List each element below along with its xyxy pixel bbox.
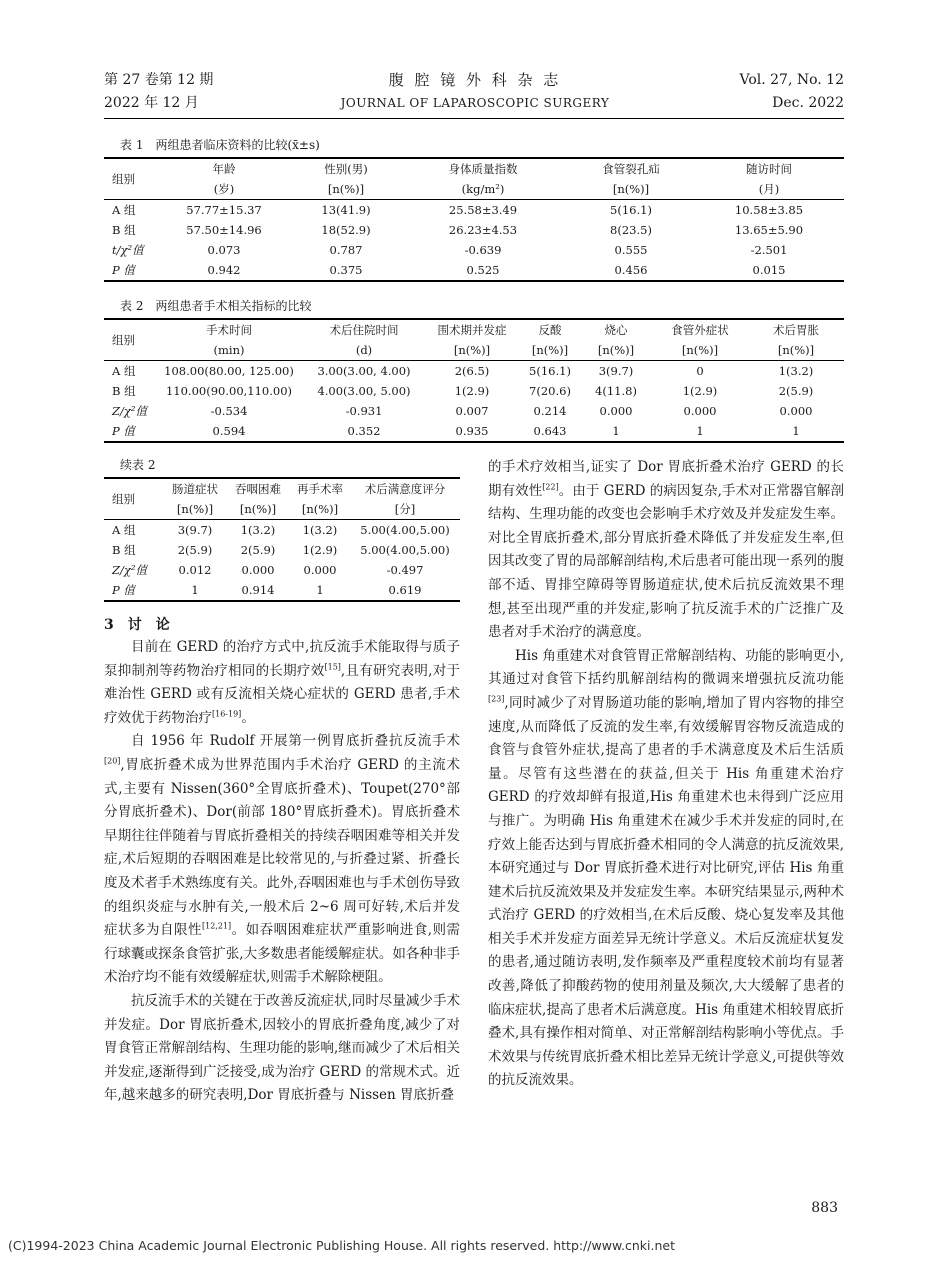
table-cell: 0.935 [424,421,520,442]
copyright-footer: (C)1994-2023 China Academic Journal Electronic Publishing House. All rights reserved. http://www.cnki.net [8,1238,675,1253]
table2-header-op-time: 手术时间 [154,319,304,340]
table1-header-followup: 随访时间 [694,158,844,179]
table-cell: 2(5.9) [240,543,276,557]
text-run: His 角重建术对食管胃正常解剖结构、功能的影响更小,其通过对食管下括约肌解剖结构的微调来增强抗反流功能 [488,647,844,688]
table3-unit: [n(%)] [301,502,339,516]
table1-header-age: 年龄 [154,158,294,179]
table-cell: 1(2.9) [682,384,718,398]
table-row [104,361,844,382]
row-label: Z/χ²值 [112,404,147,418]
table2-header-bloat: 术后胃胀 [748,319,844,340]
paragraph [488,645,844,1093]
table-cell: 13.65±5.90 [734,223,804,237]
text-run: ,胃底折叠术成为世界范围内手术治疗 GERD 的主流术式,主要有 Nissen(360°全胃底折叠术)、Toupet(270°部分胃底折叠术)、Dor(前部 180°胃底折叠术)。胃底折叠术早期往往伴随着与胃底折叠相关的持续吞咽困难等相关并发症,术后短期的吞咽困难是比较常见的,与折叠过紧、折叠长度及术者手术熟练度有关。此外,吞咽困难也与手术创伤导致的组织炎症与水肿有关,一般术后 2~6 周可好转,术后并发症状多为自限性 [104,756,460,939]
table-cell: 0.787 [329,243,363,257]
table-cell: 25.58±3.49 [398,200,568,221]
header-rule [104,118,844,119]
table-cell: 0 [652,361,748,382]
table3-unit: [n(%)] [176,502,214,516]
row-label: A 组 [104,361,154,382]
text-run: 自 1956 年 Rudolf 开展第一例胃底折叠抗反流手术 [131,733,460,750]
table2-unit: [n(%)] [777,343,815,357]
table-cell: 0.214 [533,404,567,418]
table-cell: 108.00(80.00, 125.00) [154,361,304,382]
table1-caption: 表 1 两组患者临床资料的比较(x̄±s) [120,138,320,152]
citation: [12,21] [202,921,232,931]
row-label: Z/χ²值 [112,563,147,577]
paragraph [104,636,460,730]
table-cell: 1 [290,580,350,601]
table-cell: 0.000 [779,404,813,418]
table1-group-header: 组别 [104,158,154,200]
table-cell: 0.000 [303,563,337,577]
table-cell: 0.352 [304,421,424,442]
table-cell: 3(9.7) [164,520,226,541]
paragraph [488,456,844,645]
row-label: t/χ²值 [112,243,144,257]
table-row [104,560,460,580]
page-number: 883 [811,1200,838,1216]
table1-unit-age: (岁) [213,182,235,196]
citation: [23] [488,694,505,704]
table2-unit: [n(%)] [681,343,719,357]
table2-caption: 表 2 两组患者手术相关指标的比较 [120,299,312,313]
table-cell: 110.00(90.00,110.00) [165,384,293,398]
table2-header-acid: 反酸 [520,319,580,340]
row-label: B 组 [112,384,136,398]
table-cell: -0.639 [464,243,502,257]
table-cell: 0.000 [241,563,275,577]
table-row [104,540,460,560]
table2-unit: [n(%)] [453,343,491,357]
table2-header-heartburn: 烧心 [580,319,652,340]
text-run: 。如吞咽困难症状严重影响进食,则需行球囊或探条食管扩张,大多数患者能缓解症状。如各种非手术治疗均不能有效缓解症状,则需手术解除梗阻。 [104,922,460,986]
row-label: A 组 [104,200,154,221]
row-label: B 组 [112,223,136,237]
table-row [104,220,844,240]
table-cell: 2(5.9) [778,384,814,398]
header-vol-no: Vol. 27, No. 12 [739,72,844,88]
table2 [104,318,844,443]
table-cell: 5(16.1) [568,200,694,221]
table-cell: 2(6.5) [424,361,520,382]
table-cell: 1(3.2) [290,520,350,541]
paragraph: 抗反流手术的关键在于改善反流症状,同时尽量减少手术并发症。Dor 胃底折叠术,因较小的胃底折叠角度,减少了对胃食管正常解剖结构、生理功能的影响,继而减少了术后相关并发症,逐渐得到广泛接受,成为治疗 GERD 的常规术式。近年,越来越多的研究表明,Dor 胃底折叠与 Nissen 胃底折叠 [104,992,460,1104]
table-cell: 0.012 [178,563,212,577]
table1 [104,157,844,282]
table2-unit: [n(%)] [597,343,635,357]
table3-header-intestinal: 肠道症状 [164,478,226,499]
table3-header-reoperation: 再手术率 [290,478,350,499]
table-cell: 8(23.5) [610,223,652,237]
left-column [104,614,460,1108]
table3-header-dysphagia: 吞咽困难 [226,478,290,499]
table-cell: 0.007 [455,404,489,418]
table-cell: 26.23±4.53 [448,223,518,237]
table-cell: 3(9.7) [580,361,652,382]
citation: [22] [542,482,559,492]
table1-unit-hernia: [n(%)] [612,182,650,196]
table-cell: -0.497 [386,563,424,577]
table-row [104,520,460,541]
table-cell: 0.073 [207,243,241,257]
table3-caption: 续表 2 [120,458,156,472]
table-cell: 5.00(4.00,5.00) [350,520,460,541]
journal-title-en: JOURNAL OF LAPAROSCOPIC SURGERY [340,96,610,110]
text-run: 。由于 GERD 的病因复杂,手术对正常器官解剖结构、生理功能的改变也会影响手术疗效及并发症发生率。对比全胃底折叠术,部分胃底折叠术降低了并发症发生率,但因其改变了胃的局部解剖结构,术后患者可能出现一系列的腹部不适、胃排空障碍等胃肠道症状,使术后抗反流效果不理想,甚至出现严重的并发症,影响了抗反流手术的广泛推广及患者对手术治疗的满意度。 [488,482,844,641]
table2-header-stay: 术后住院时间 [304,319,424,340]
table-row [104,260,844,281]
table-cell: 1 [748,421,844,442]
table-cell: 0.914 [226,580,290,601]
table-cell: -0.534 [210,404,248,418]
table-row [104,421,844,442]
table-cell: 0.525 [398,260,568,281]
header-month: Dec. 2022 [772,95,844,111]
table-cell: 0.619 [350,580,460,601]
row-label: A 组 [104,520,164,541]
table1-unit-followup: (月) [758,182,780,196]
table-cell: 1 [164,580,226,601]
table-row [104,200,844,221]
table-cell: 4(11.8) [595,384,637,398]
table-cell: 0.594 [154,421,304,442]
table-cell: 1(3.2) [226,520,290,541]
header-volume: 第 27 卷第 12 期 [104,72,214,88]
table3-header-satisfaction: 术后满意度评分 [350,478,460,499]
table1-header-sex: 性别(男) [294,158,398,179]
table-cell: -2.501 [750,243,788,257]
table-cell: 13(41.9) [294,200,398,221]
text-run: 。 [241,709,255,726]
table-cell: 1 [580,421,652,442]
table-cell: 57.50±14.96 [186,223,262,237]
text-run: ,且有研究表明,对于难治性 GERD 或有反流相关烧心症状的 GERD 患者,手术疗效优于药物治疗 [104,662,461,726]
table-cell: 5(16.1) [520,361,580,382]
table1-header-bmi: 身体质量指数 [398,158,568,179]
table-row [104,381,844,401]
table-cell: 0.643 [520,421,580,442]
table3-group-header: 组别 [104,478,164,520]
table-cell: 1 [652,421,748,442]
table2-unit: (min) [213,343,245,357]
table-row [104,580,460,601]
header-date: 2022 年 12 月 [104,95,199,111]
table-cell: 0.555 [614,243,648,257]
table-cell: 10.58±3.85 [694,200,844,221]
table-cell: 0.015 [694,260,844,281]
table-row [104,401,844,421]
text-run: 的手术疗效相当,证实了 Dor 胃底折叠术治疗 GERD 的长期有效性 [488,459,844,499]
table-cell: 18(52.9) [321,223,371,237]
table-cell: -0.931 [345,404,383,418]
section-title: 3 讨 论 [104,617,170,633]
text-run: 目前在 GERD 的治疗方式中,抗反流手术能取得与质子泵抑制剂等药物治疗相同的长期疗效 [104,639,460,679]
row-label: P 值 [104,260,154,281]
table3-unit: [n(%)] [239,502,277,516]
paragraph [104,730,460,990]
table-row [104,240,844,260]
row-label: B 组 [112,543,136,557]
table-cell: 57.77±15.37 [154,200,294,221]
table2-unit: (d) [355,343,373,357]
table1-unit-sex: [n(%)] [327,182,365,196]
table-cell: 3.00(3.00, 4.00) [304,361,424,382]
table-cell: 0.456 [568,260,694,281]
row-label: P 值 [104,580,164,601]
table-cell: 4.00(3.00, 5.00) [317,384,411,398]
table-cell: 1(2.9) [302,543,338,557]
table-cell: 7(20.6) [529,384,571,398]
table-cell: 1(3.2) [748,361,844,382]
table3-unit: [分] [394,502,416,516]
table2-group-header: 组别 [104,319,154,361]
table1-header-hernia: 食管裂孔疝 [568,158,694,179]
table2-header-complication: 围术期并发症 [424,319,520,340]
text-run: ,同时减少了对胃肠道功能的影响,增加了胃内容物的排空速度,从而降低了反流的发生率,有效缓解胃容物反流造成的食管与食管外症状,提高了患者的手术满意度及术后生活质量。尽管有这些潜在的获益,但关于 His 角重建术治疗 GERD 的疗效却鲜有报道,His 角重建术也未得到广泛应用与推广。为明确 His 角重建术在减少手术并发症的同时,在疗效上能否达到与胃底折叠术相同的令人满意的抗反流效果,本研究通过与 Dor 胃底折叠术进行对比研究,评估 His 角重建术后抗反流效果及并发症发生率。本研究结果显示,两种术式治疗 GERD 的疗效相当,在术后反酸、烧心复发率及其他相关手术并发症方面差异无统计学意义。术后反流症状复发的患者,通过随访表明,发作频率及严重程度较术前均有显著改善,降低了抑酸药物的使用剂量及频次,大大缓解了患者的临床症状,提高了患者术后满意度。His 角重建术相较胃底折叠术,具有操作相对简单、对正常解剖结构影响小等优点。手术效果与传统胃底折叠术相比差异无统计学意义,可提供等效的抗反流效果。 [488,694,844,1089]
table2-unit: [n(%)] [531,343,569,357]
table-cell: 0.000 [599,404,633,418]
table-cell: 0.942 [154,260,294,281]
row-label: P 值 [104,421,154,442]
table2-header-extra: 食管外症状 [652,319,748,340]
table-cell: 5.00(4.00,5.00) [360,543,450,557]
table-cell: 1(2.9) [454,384,490,398]
citation: [16-19] [212,709,242,719]
table1-unit-bmi: (kg/m²) [461,182,505,196]
citation: [15] [324,662,341,672]
table-cell: 2(5.9) [177,543,213,557]
table-cell: 0.375 [294,260,398,281]
table3 [104,477,460,602]
citation: [20] [104,756,121,766]
right-column [488,456,844,1093]
table-cell: 0.000 [683,404,717,418]
journal-title-cn: 腹 腔 镜 外 科 杂 志 [388,71,562,89]
